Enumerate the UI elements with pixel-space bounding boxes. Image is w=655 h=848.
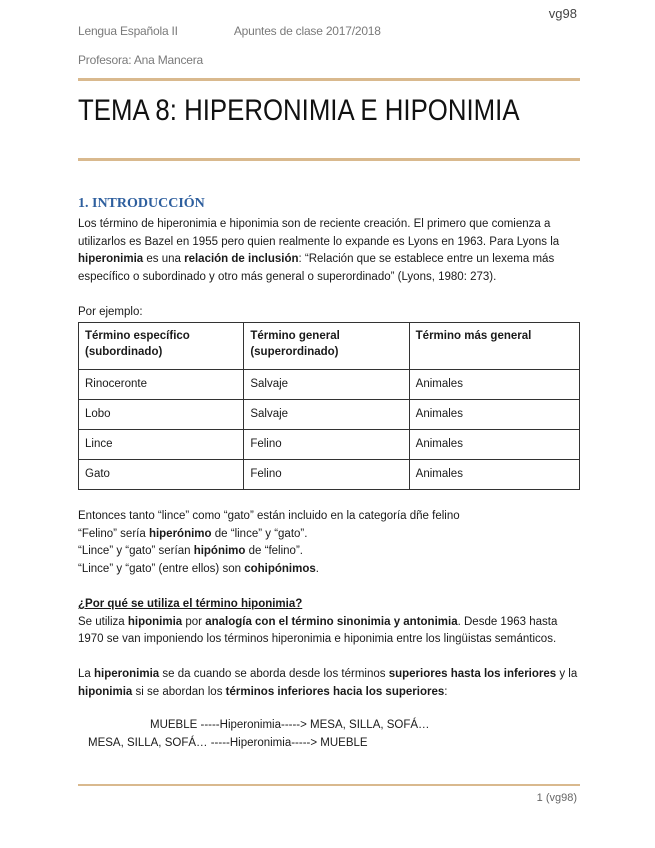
term-analogia: analogía con el término sinonimia y antonimia <box>205 615 458 628</box>
text-span: de “felino”. <box>245 545 303 557</box>
text-span: “Lince” y “gato” serían <box>78 545 194 557</box>
conclusions-block <box>78 508 578 578</box>
intro-text-1: Los término de hiperonimia e hiponimia son de reciente creación. El primero que comienza a utilizarlos es Bazel en 1955 pero quien realmente lo expande es Lyons en 1963. Para Lyons la <box>78 218 560 248</box>
table-header-cell: Término específico (subordinado) <box>79 323 244 370</box>
header-subject: Lengua Española II <box>78 24 178 38</box>
section-heading-introduccion: 1. INTRODUCCIÓN <box>78 196 205 211</box>
intro-text-3: : “Relación que se establece entre un lexema más específico o subordinado y otro más general o superordinado” (Lyons, 1980: 273). <box>78 253 555 283</box>
text-span: La <box>78 668 94 680</box>
table-cell: Felino <box>244 460 409 490</box>
table-cell: Animales <box>409 460 579 490</box>
text-span: por <box>182 615 206 628</box>
text-span: “Lince” y “gato” (entre ellos) son <box>78 562 245 575</box>
table-row <box>79 430 580 460</box>
term-hiperonimo: hiperónimo <box>148 527 212 540</box>
intro-bold-hiperonimia: hiperonimia <box>78 253 144 265</box>
term-hiperonimia: hiperonimia <box>94 668 160 680</box>
conclusion-line <box>78 543 578 561</box>
hierarchy-arrow-down: MUEBLE -----Hiperonimia-----> MESA, SILLA, SOFÁ… <box>150 719 430 731</box>
text-span: : <box>444 685 448 698</box>
intro-paragraph <box>78 216 578 286</box>
watermark: vg98 <box>548 6 577 21</box>
header-teacher: Profesora: Ana Mancera <box>78 53 204 67</box>
text-span: . <box>315 562 319 575</box>
hierarchy-arrow-up: MESA, SILLA, SOFÁ… -----Hiperonimia-----> MUEBLE <box>88 737 368 749</box>
intro-text-2: es una <box>143 253 185 265</box>
example-label: Por ejemplo: <box>78 306 143 318</box>
conclusion-line <box>78 526 578 544</box>
divider-top <box>78 78 580 81</box>
table-header-cell: Término general (superordinado) <box>244 323 409 370</box>
text-span: se da cuando se aborda desde los términos <box>159 668 389 680</box>
text-span: “Felino” sería <box>78 527 149 540</box>
header-course-notes: Apuntes de clase 2017/2018 <box>233 24 381 38</box>
table-cell: Animales <box>409 400 579 430</box>
table-cell: Gato <box>79 460 244 490</box>
table-cell: Lobo <box>79 400 244 430</box>
divider-title <box>78 158 580 161</box>
page-number: 1 (vg98) <box>536 792 577 804</box>
table-cell: Animales <box>409 370 579 400</box>
table-row <box>79 400 580 430</box>
divider-footer <box>78 784 580 786</box>
term-cohiponimos: cohipónimos <box>244 562 316 575</box>
table-cell: Lince <box>79 430 244 460</box>
intro-bold-relacion: relación de inclusión <box>184 253 299 265</box>
hierarchy-paragraph <box>78 666 578 701</box>
text-span: . Desde 1963 hasta 1970 se van imponiendo los términos hiperonimia e hiponimia entre los lingüistas semánticos. <box>78 615 558 645</box>
page-title: TEMA 8: HIPERONIMIA E HIPONIMIA <box>78 94 520 127</box>
text-span: Se utiliza <box>78 615 128 628</box>
term-inferiores: términos inferiores hacia los superiores <box>225 685 445 698</box>
text-span: si se abordan los <box>132 685 226 698</box>
table-row <box>79 370 580 400</box>
why-block <box>78 596 578 649</box>
table-cell: Animales <box>409 430 579 460</box>
conclusion-line <box>78 561 578 579</box>
page-header <box>78 24 381 38</box>
text-span: de “lince” y “gato”. <box>211 527 308 540</box>
table-cell: Salvaje <box>244 370 409 400</box>
table-cell: Felino <box>244 430 409 460</box>
term-superiores: superiores hasta los inferiores <box>388 668 557 680</box>
example-table <box>78 322 580 490</box>
term-hiponimo: hipónimo <box>193 545 246 557</box>
term-hiponimia: hiponimia <box>78 685 133 698</box>
table-header-row <box>79 323 580 370</box>
table-cell: Rinoceronte <box>79 370 244 400</box>
table-cell: Salvaje <box>244 400 409 430</box>
term-hiponimia: hiponimia <box>127 615 183 628</box>
table-row <box>79 460 580 490</box>
why-question: ¿Por qué se utiliza el término hiponimia? <box>78 598 303 610</box>
conclusion-line: Entonces tanto “lince” como “gato” están incluido en la categoría dñe felino <box>78 510 460 522</box>
table-header-cell: Término más general <box>409 323 579 370</box>
why-answer <box>78 614 578 649</box>
text-span: y la <box>556 668 578 680</box>
